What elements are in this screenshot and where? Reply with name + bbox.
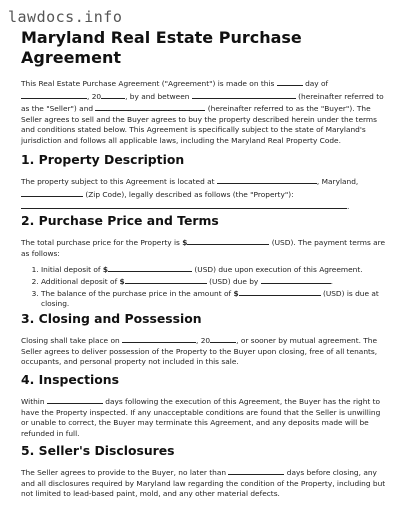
section-heading-purchase-price: 2. Purchase Price and Terms [21, 213, 219, 228]
blank-total-price[interactable] [187, 236, 269, 245]
blank-balance-amount[interactable] [239, 287, 321, 296]
inspections-paragraph: Within days following the execution of this Agreement, the Buyer has the right to have the Property inspected. If any unacceptable conditions are found that the Seller is unwilling or unable to correct, the Buyer may terminate this Agreement, and any deposits made will be refunded in full. [21, 397, 381, 438]
blank-property-address[interactable] [217, 175, 317, 184]
blank-buyer-name[interactable] [95, 102, 205, 111]
list-item: 2. Additional deposit of $ (USD) due by . [41, 275, 399, 287]
blank-seller-name[interactable] [192, 90, 296, 99]
section-heading-inspections: 4. Inspections [21, 372, 119, 387]
blank-closing-date[interactable] [122, 334, 196, 343]
closing-paragraph: Closing shall take place on , 20 , or sooner by mutual agreement. The Seller agrees to deliver possession of the Property to the Buyer upon closing, free of all tenants, occupants, and personal property not included in this sale. [21, 336, 378, 366]
blank-zip-code[interactable] [21, 188, 83, 197]
blank-day[interactable] [277, 77, 303, 86]
section-heading-closing: 3. Closing and Possession [21, 311, 202, 326]
purchase-price-paragraph: The total purchase price for the Property is $ (USD). The payment terms are as follows: [21, 238, 386, 258]
blank-month[interactable] [21, 90, 87, 99]
blank-initial-deposit[interactable] [108, 263, 192, 272]
blank-closing-year[interactable] [210, 334, 236, 343]
blank-legal-description[interactable] [21, 200, 347, 209]
site-watermark: lawdocs.info [8, 8, 123, 26]
section-heading-disclosures: 5. Seller's Disclosures [21, 443, 175, 458]
intro-paragraph: This Real Estate Purchase Agreement ("Agreement") is made on this day of , 20 , by and between (hereinafter referred to as the "Seller") and (hereinafter referred to as the "Buyer"). The Seller agrees to sell and the Buyer agrees to buy the property described herein under the terms and conditions stated below. This Agreement is specifically subject to the state of Maryland's jurisdiction and follows all applicable laws, including the Maryland Real Property Code. [21, 79, 384, 145]
section-heading-property: 1. Property Description [21, 152, 185, 167]
disclosures-paragraph: The Seller agrees to provide to the Buyer, no later than days before closing, any and all disclosures required by Maryland law regarding the condition of the Property, including but not limited to lead-based paint, mold, and any other material defects. [21, 468, 386, 498]
blank-disclosure-days[interactable] [228, 466, 284, 475]
list-item: 1. Initial deposit of $ (USD) due upon execution of this Agreement. [41, 263, 399, 275]
blank-additional-deposit[interactable] [125, 275, 207, 284]
blank-inspection-days[interactable] [47, 395, 103, 404]
blank-deposit-due-date[interactable] [261, 275, 331, 284]
list-item: 3. The balance of the purchase price in the amount of $ (USD) is due at closing. [41, 287, 399, 309]
payment-terms-list [21, 263, 399, 309]
blank-year[interactable] [101, 90, 125, 99]
document-title: Maryland Real Estate Purchase Agreement [21, 28, 302, 67]
property-paragraph: The property subject to this Agreement is located at , Maryland, (Zip Code), legally described as follows (the "Property"): . [21, 177, 359, 211]
